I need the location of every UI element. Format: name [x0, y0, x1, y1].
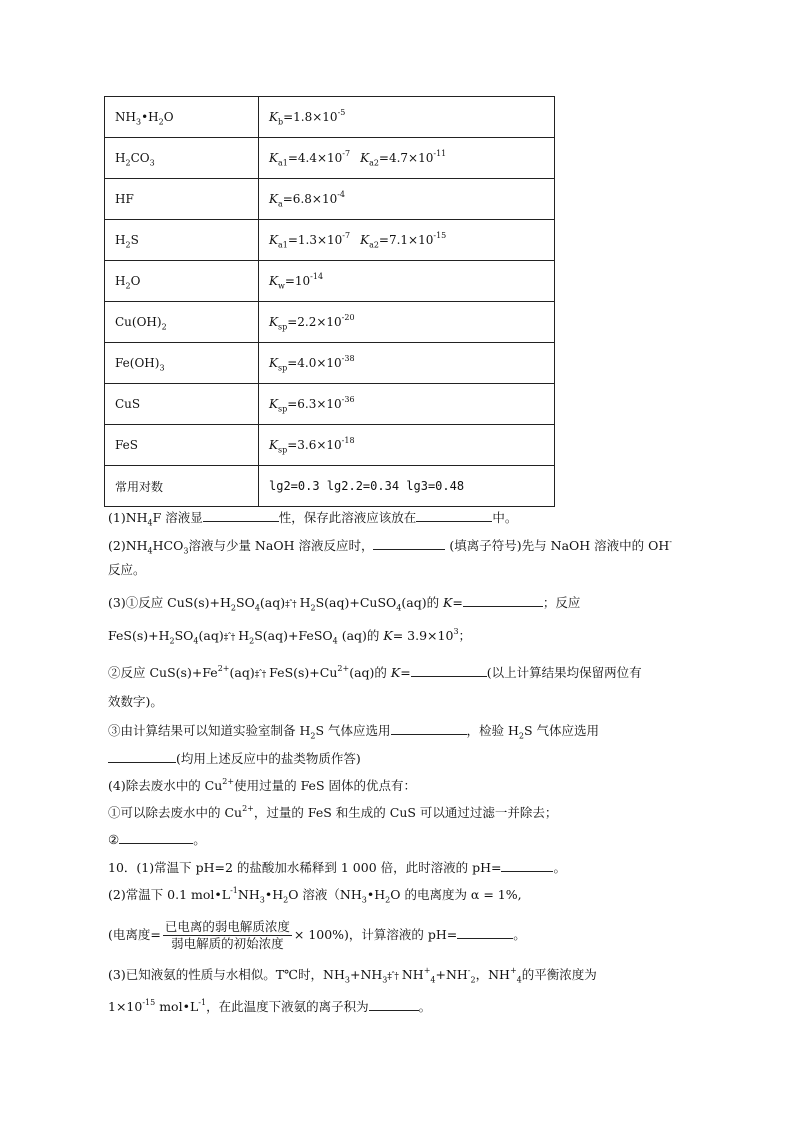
substance-cell: $H_2S$: [105, 220, 259, 261]
constant-cell: $K_{sp}=4.0\times 10^{-38}$: [259, 343, 555, 384]
table-row: [105, 220, 555, 261]
equilibrium-arrow-icon: ‡ˆ†: [387, 972, 398, 982]
question-3-1: (3)①反应 $CuS(s)+H_2SO_4(aq)\ddagger ˆ\dagger$ $H_2S(aq)+CuSO_4(aq)$的 K= ；反应: [108, 595, 581, 613]
question-1: $(1)NH_4F$ 溶液显 性，保存此溶液应该放在 中。: [108, 510, 518, 528]
constant-cell: $K_b=1.8\times 10^{-5}$: [259, 97, 555, 138]
question-10-3-cont: $1\times 10^{-15}$ $mol•L^{-1}$，在此温度下液氨的离子积为 。: [108, 997, 432, 1014]
constants-table: [104, 96, 555, 507]
answer-blank[interactable]: [373, 537, 445, 550]
substance-cell: $H_2O$: [105, 261, 259, 302]
table-row: [105, 97, 555, 138]
constant-cell: $K_{sp}=2.2\times 10^{-20}$: [259, 302, 555, 343]
substance-cell: $Fe(OH)_3$: [105, 343, 259, 384]
answer-blank[interactable]: [411, 664, 487, 677]
answer-blank[interactable]: [119, 831, 193, 844]
question-3-1-cont: $FeS(s)+H_2SO_4(aq)\ddagger ˆ\dagger$ $H_2S(aq)+FeSO_4$ (aq)的 $K= 3.9\times 10^3$；: [108, 626, 472, 646]
question-3-2: ②反应 $CuS(s)+Fe^{2+}(aq)\ddagger ˆ\dagger$ $FeS(s)+Cu^{2+}(aq)$的 K= (以上计算结果均保留两位有: [108, 663, 642, 680]
equilibrium-arrow-icon: ‡ˆ†: [254, 670, 266, 680]
q1-text: (1)NH: [108, 510, 148, 525]
answer-blank[interactable]: [391, 722, 467, 735]
question-4-2: ② 。: [108, 832, 206, 847]
substance-cell: 常用对数: [105, 466, 259, 507]
table-row: [105, 425, 555, 466]
constant-cell: $K_a=6.8\times 10^{-4}$: [259, 179, 555, 220]
table-row: [105, 261, 555, 302]
question-4: (4)除去废水中的 $Cu^{2+}$使用过量的 FeS 固体的优点有：: [108, 776, 416, 793]
answer-blank[interactable]: [501, 859, 553, 872]
table-row: [105, 179, 555, 220]
constant-cell: $K_{sp}=3.6\times 10^{-18}$: [259, 425, 555, 466]
table-row: [105, 138, 555, 179]
ionization-fraction: $\frac{\text{已电离的弱电解质浓度}}{\text{弱电解质的初始浓度}}$: [164, 919, 290, 951]
question-10-1: 10．(1)常温下 pH=2 的盐酸加水稀释到 1 000 倍，此时溶液的 pH= 。: [108, 860, 566, 875]
substance-cell: HF: [105, 179, 259, 220]
question-3-3: ③由计算结果可以知道实验室制备 $H_2S$ 气体应选用 ，检验 $H_2S$ 气体应选用: [108, 723, 600, 741]
substance-cell: $H_2CO_3$: [105, 138, 259, 179]
substance-cell: CuS: [105, 384, 259, 425]
table-row: [105, 384, 555, 425]
substance-cell: $Cu(OH)_2$: [105, 302, 259, 343]
question-10-3: (3)已知液氨的性质与水相似。T℃时，$NH_3+NH_3\ddagger ˆ\dagger$ $NH^+_4+NH^-_2$，$NH^+_4$的平衡浓度为: [108, 965, 597, 985]
substance-cell: FeS: [105, 425, 259, 466]
answer-blank[interactable]: [203, 509, 279, 522]
constant-cell: $K_{a1}=4.4\times 10^{-7}$ $K_{a2}=4.7\times 10^{-11}$: [259, 138, 555, 179]
constant-cell: $K_w=10^{-14}$: [259, 261, 555, 302]
question-3-2-cont: 效数字)。: [108, 694, 163, 709]
table-row: [105, 302, 555, 343]
constant-cell: lg2=0.3 lg2.2=0.34 lg3=0.48: [259, 466, 555, 507]
answer-blank[interactable]: [416, 509, 492, 522]
question-10-2: (2)常温下 0.1 $mol•L^{-1}NH_3•H_2O$ 溶液（$NH_3•H_2O$ 的电离度为 α = 1%,: [108, 885, 522, 905]
answer-blank[interactable]: [457, 926, 513, 939]
constant-cell: $K_{sp}=6.3\times 10^{-36}$: [259, 384, 555, 425]
answer-blank[interactable]: [108, 750, 176, 763]
question-4-1: ①可以除去废水中的 $Cu^{2+}$，过量的 FeS 和生成的 CuS 可以通过过滤一并除去；: [108, 803, 558, 820]
question-3-3-cont: (均用上述反应中的盐类物质作答): [108, 750, 361, 767]
answer-blank[interactable]: [369, 998, 419, 1011]
table-row: [105, 343, 555, 384]
substance-cell: $NH_3•H_2O$: [105, 97, 259, 138]
equilibrium-arrow-icon: ‡ˆ†: [223, 633, 235, 643]
question-2-cont: 反应。: [108, 562, 146, 577]
answer-blank[interactable]: [463, 594, 543, 607]
constant-cell: $K_{a1}=1.3\times 10^{-7}$ $K_{a2}=7.1\times 10^{-15}$: [259, 220, 555, 261]
question-10-2-formula: (电离度= $\frac{\text{已电离的弱电解质浓度}}{\text{弱电解质的初始浓度}}$ × 100%)，计算溶液的 pH= 。: [108, 919, 526, 951]
question-2: $(2)NH_4HCO_3$溶液与少量 NaOH 溶液反应时， (填离子符号)先与 NaOH 溶液中的 OH-: [108, 536, 672, 556]
equilibrium-arrow-icon: ‡ˆ†: [285, 600, 296, 610]
table-row: [105, 466, 555, 507]
